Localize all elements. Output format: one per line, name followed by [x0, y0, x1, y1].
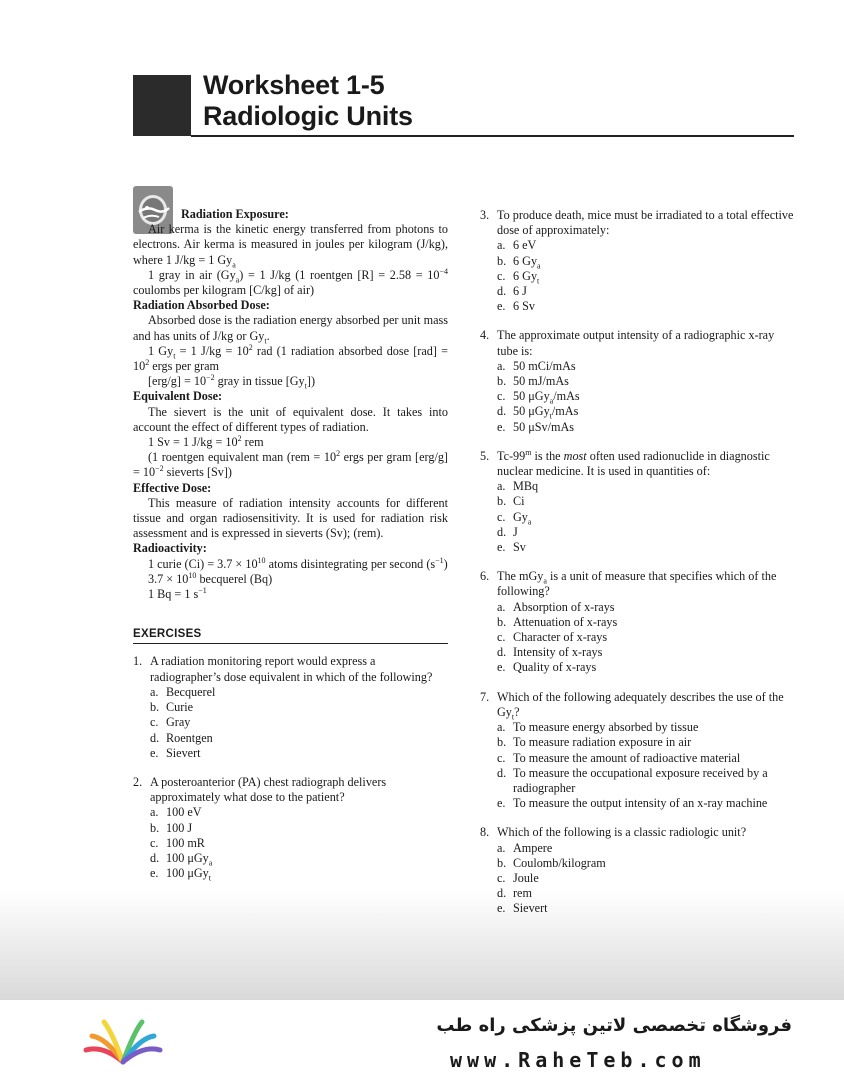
answer-option: b. 50 mJ/mAs: [497, 374, 569, 389]
question-6: 6. The mGy$_a$ is a unit of measure that specifies which of the following? a. Absorption of x-rays b. Attenuation of x-rays c. Character of x-rays d. Intensity of x-rays e. Quality of x-rays: [480, 569, 795, 675]
effective-paragraph-1: This measure of radiation intensity accounts for different tissue and organ radiosensitivity. It is used for radiation risk assessment and is expressed in sieverts (Sv); (rem).: [133, 495, 448, 541]
question-2: 2. A posteroanterior (PA) chest radiograph delivers approximately what dose to the patient? a. 100 eV b. 100 J c. 100 mR d. 100 μGy$_a$ e. 100 μGy$_t$: [133, 775, 448, 881]
answer-option: d. rem: [497, 886, 532, 901]
answer-option: c. Gray: [150, 715, 191, 730]
exposure-paragraph-2: 1 gray in air $(Gy_a) = 1$ J/kg (1 roentgen $[R] = 2.58 = 10^{-4}$ coulombs per kilogram [C/kg] of air): [133, 266, 448, 298]
answer-option: d. 50 μGy$_t$/mAs: [497, 404, 579, 421]
question-8: 8. Which of the following is a classic radiologic unit? a. Ampere b. Coulomb/kilogram c. Joule d. rem e. Sievert: [480, 825, 795, 916]
question-stem: To produce death, mice must be irradiated to a total effective dose of approximately:: [497, 208, 794, 238]
answer-option: b. 6 $Gy_a$: [497, 253, 541, 271]
answer-option: b. To measure radiation exposure in air: [497, 735, 692, 750]
radioactivity-paragraph-2: $3.7 \times 10^{10}$ becquerel (Bq): [148, 570, 273, 586]
question-stem: Which of the following adequately describes the use of the $Gy_t$?: [497, 689, 784, 722]
effective-heading: Effective Dose:: [133, 480, 212, 495]
exposure-paragraph-1: Air kerma is the kinetic energy transferred from photons to electrons. Air kerma is measured in joules per kilogram (J/kg), where 1 J/kg = 1 $Gy_a$: [133, 222, 448, 270]
equivalent-heading: Equivalent Dose:: [133, 389, 223, 404]
radioactivity-paragraph-3: 1 Bq = 1 $s^{-1}$: [148, 586, 207, 602]
answer-option: a. Ampere: [497, 840, 553, 855]
answer-option: e. Sievert: [150, 745, 201, 760]
answer-option: c. Character of x-rays: [497, 630, 608, 645]
answer-option: c. 50 μGy$_a$/mAs: [497, 389, 580, 406]
question-1: 1. A radiation monitoring report would express a radiographer’s dose equivalent in which of the following? a. Becquerel b. Curie c. Gray d. Roentgen e. Sievert: [133, 654, 448, 760]
header-block: [133, 75, 191, 136]
absorbed-heading: Radiation Absorbed Dose:: [133, 298, 270, 313]
question-stem: The mGy$_a$ is a unit of measure that specifies which of the following?: [497, 569, 777, 599]
answer-option: d. 6 J: [497, 284, 527, 299]
header-rule: [191, 135, 794, 137]
exposure-heading: Radiation Exposure:: [181, 207, 289, 221]
question-stem: Tc-99$^m$ is the most often used radionuclide in diagnostic nuclear medicine. It is used in quantities of:: [497, 447, 770, 479]
page-title: [203, 70, 763, 132]
title-line-2: Radiologic Units: [203, 101, 413, 131]
website-url[interactable]: www.RaheTeb.com: [450, 1048, 706, 1072]
answer-option: b. Coulomb/kilogram: [497, 855, 606, 870]
radioactivity-paragraph-1: 1 curie $(Ci) = 3.7 \times 10^{10}$ atoms disintegrating per second $(s^{-1})$: [148, 555, 448, 571]
question-stem: A posteroanterior (PA) chest radiograph delivers approximately what dose to the patient?: [150, 774, 387, 805]
absorbed-paragraph-2: 1 $Gy_t = 1$ $J/kg = 10^2$ rad (1 radiation absorbed dose $[rad] = 10^2$ ergs per gram: [133, 342, 448, 374]
question-5: 5. Tc-99$^m$ is the most often used radionuclide in diagnostic nuclear medicine. It is used in quantities of: a. MBq b. Ci c. $Gy_a$ d. J e. Sv: [480, 449, 795, 555]
answer-option: b. 100 J: [150, 820, 193, 835]
answer-option: a. Absorption of x-rays: [497, 599, 615, 614]
question-stem: The approximate output intensity of a radiographic x-ray tube is:: [497, 328, 775, 358]
answer-option: d. Roentgen: [150, 730, 213, 745]
answer-option: d. 100 μGy$_a$: [150, 850, 213, 868]
question-4: 4. The approximate output intensity of a radiographic x-ray tube is: a. 50 mCi/mAs b. 50 mJ/mAs c. 50 μGy$_a$/mAs d. 50 μGy$_t$/mAs e. 50 μSv/mAs: [480, 328, 795, 434]
equivalent-paragraph-1: The sievert is the unit of equivalent dose. It takes into account the effect of different types of radiation.: [133, 404, 448, 434]
answer-option: a. 6 eV: [497, 238, 537, 253]
title-line-1: Worksheet 1-5: [203, 70, 385, 100]
answer-option: a. Becquerel: [150, 684, 216, 699]
open-book-logo-icon: [78, 1010, 168, 1070]
answer-option: e. Sievert: [497, 901, 548, 916]
answer-option: e. Sv: [497, 540, 526, 555]
answer-option: a. To measure energy absorbed by tissue: [497, 720, 699, 735]
answer-option: e. 100 μGy$_t$: [150, 866, 211, 883]
answer-option: d. To measure the occupational exposure received by a radiographer: [497, 765, 768, 795]
question-7: 7. Which of the following adequately describes the use of the $Gy_t$? a. To measure energy absorbed by tissue b. To measure radiation exposure in air c. To measure the amount of radioactive material d. To measure the occupational exposure received by a radiographer e. To measure the output intensity of an x-ray machine: [480, 690, 795, 812]
answer-option: a. 50 mCi/mAs: [497, 358, 576, 373]
answer-option: c. Joule: [497, 870, 539, 885]
right-column: [480, 208, 795, 917]
answer-option: b. Ci: [497, 494, 525, 509]
answer-option: c. To measure the amount of radioactive material: [497, 750, 741, 765]
answer-option: b. Curie: [150, 700, 194, 715]
store-name: فروشگاه تخصصی لاتین پزشکی راه طب: [436, 1015, 792, 1036]
answer-option: e. 50 μSv/mAs: [497, 419, 575, 434]
question-3: 3. To produce death, mice must be irradiated to a total effective dose of approximately: a. 6 eV b. 6 $Gy_a$ c. 6 $Gy_t$ d. 6 J e. 6 Sv: [480, 208, 794, 314]
answer-option: d. Intensity of x-rays: [497, 645, 603, 660]
answer-option: e. Quality of x-rays: [497, 660, 597, 675]
question-stem: A radiation monitoring report would express a radiographer’s dose equivalent in which of the following?: [150, 654, 433, 684]
question-stem: Which of the following is a classic radiologic unit?: [497, 825, 747, 840]
answer-option: a. 100 eV: [150, 805, 202, 820]
answer-option: b. Attenuation of x-rays: [497, 614, 618, 629]
answer-option: c. $Gy_a$: [497, 509, 532, 527]
answer-option: d. J: [497, 524, 518, 539]
exercises-heading: EXERCISES: [133, 627, 448, 644]
answer-option: e. To measure the output intensity of an x-ray machine: [497, 796, 768, 811]
answer-option: a. MBq: [497, 479, 539, 494]
answer-option: c. 100 mR: [150, 835, 205, 850]
left-column: [133, 207, 448, 881]
absorbed-paragraph-1: Absorbed dose is the radiation energy absorbed per unit mass and has units of J/kg or $Gy_t$.: [133, 313, 448, 346]
equivalent-paragraph-3: (1 roentgen equivalent man ($rem = 10^2$ ergs per gram $[erg/g] = 10^{-2}$ sieverts [Sv]): [133, 449, 448, 480]
answer-option: e. 6 Sv: [497, 299, 536, 314]
absorbed-paragraph-3: $[erg/g] = 10^{-2}$ gray in tissue $[Gy_t]$): [148, 373, 316, 391]
radioactivity-heading: Radioactivity:: [133, 541, 207, 556]
answer-option: c. 6 $Gy_t$: [497, 268, 540, 286]
equivalent-paragraph-2: 1 Sv = 1 $J/kg = 10^2$ rem: [148, 433, 264, 450]
